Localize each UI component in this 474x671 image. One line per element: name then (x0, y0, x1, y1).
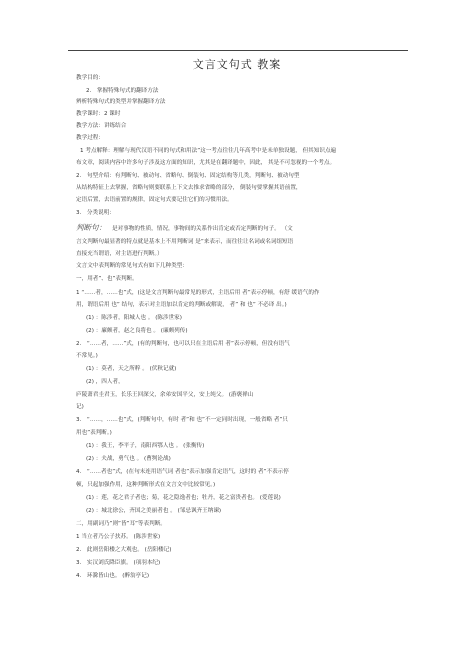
text-line: 教学课时：2 课时 (76, 111, 121, 117)
text-line: 1 当立者乃公子扶苏。 (陈涉世家) (76, 534, 161, 540)
text-line: 用也”表判断。) (76, 430, 112, 436)
text-line: 言文判断句最显著的特点就是基本上不用判断词 是”来表示，而往往让名词或名词组短语 (76, 239, 294, 245)
text-line: 是对事物的性质，情况，事物间的关系作出肯定或否定判断的句子。 （文 (112, 226, 293, 232)
text-line: 顿，只起加强作用，这种判断形式在文言文中比较常见。) (76, 482, 216, 488)
text-line: 庐陵萧君圭君玉，长乐王回深父，余弟安国平父，安上纯父。 (游褒禅山 (76, 392, 254, 398)
text-line: (1) ：莫者，天之所粹 。 (伏秋记就) (86, 366, 177, 372)
text-line: 二，用副词乃”则”皆”耳”等表判断。 (76, 521, 166, 527)
text-line: (1) ：陈涉者，阳城人也 。 (陈涉世家) (86, 315, 182, 321)
text-line: 用，谓语后用 也” 结句，表示对主语加以肯定的判断或解说， 者” 和 也” 不必译 出。) (76, 302, 287, 308)
text-line: 2． 此则岳阳楼之大观也。 (岳阳楼记) (76, 547, 172, 553)
text-line: 文言文中表判断的常见句式有如下几种类型： (76, 263, 188, 269)
text-line: 布文章，阅读内容中许多句子涉及这方面的知识，尤其是在翻译题中，因此， 其是不可忽视的一个考点。 (76, 160, 336, 166)
text-line: 从结构特征上去掌握，省略句则要联系上下文去推求省略的部分， 倒装句要掌握其语前置， (76, 185, 302, 191)
text-line: 1 “……者，……也”式，(这是文言判断句最常见的形式，主语后用 者”表示停顿，有舒 缓语气的作 (76, 290, 320, 296)
header-rule (68, 50, 408, 51)
text-line: 2． “……者，……”式，(有的判断句，也可以只在主语后用 者”表示停顿，但没有语气 (76, 341, 290, 347)
text-line: (2) ，四人者， (86, 379, 124, 385)
text-line: (1) ：我王，李平子，南阳西鄂人也 。 (张衡传) (86, 443, 205, 449)
text-line: 定语后置，去语前置的规律，固定句式要记住它们的习惯用法。 (76, 197, 233, 203)
text-line: 3． 实汉刘氏降臣旗。 (项羽本纪) (76, 560, 161, 566)
text-line: 4． 环滁皆山也。 (醉翁亭记) (76, 573, 150, 579)
text-line: (2) ：夫战，勇气也 。 (曹刿论战) (86, 456, 171, 462)
section-heading: 判断句： (76, 223, 106, 232)
text-line: 3． “……，……也”式，(判断句中，有时 者”和 也”不一定同时出现，一般省略 者”只 (76, 417, 288, 423)
text-line: 4． “……者也”式，(在句末连用语气词 者也”表示加强肯定语气，这时的 者”不表示停 (76, 469, 289, 475)
text-line: (1) ：莲，花之君子者也；菊，花之隐逸者也；牡丹，花之富贵者也。 (爱莲说) (86, 495, 281, 501)
text-line: 记) (76, 404, 84, 410)
text-line: 辨析特殊句式的类型并掌握翻译方法 (76, 99, 166, 105)
text-line: 教学过程： (76, 135, 104, 141)
text-line: 3． 分类说明： (76, 210, 115, 216)
text-line: (2) ：廉颇者，赵之良将也 。 (廉颇列传) (86, 328, 188, 334)
text-line: 1 考点解释：理解与现代汉语不同的句式和用法”这一考点往往几年高考中是未单独设题， 但其知识点遍 (80, 148, 337, 154)
text-line: 2． 句型介绍：有判断句、被动句、省略句、倒装句、固定结构等几类，判断句、被动句型 (76, 173, 300, 179)
text-line: 教学方法：讲练结合 (76, 123, 127, 129)
page-title: 文言文句式 教案 (192, 58, 282, 71)
text-line: 一，用者”、也”表判断。 (76, 276, 138, 282)
text-line: 直接充当谓语，对主语进行判断。） (76, 251, 163, 257)
text-line: 教学目的： (76, 75, 104, 81)
text-line: 2． 掌握特殊句式的翻译方法 (86, 88, 159, 94)
text-line: 不常见。) (76, 353, 98, 359)
text-line: (2) ：城北徐公，齐国之美丽者也 。 (邹忌讽齐王纳谏) (86, 508, 222, 514)
